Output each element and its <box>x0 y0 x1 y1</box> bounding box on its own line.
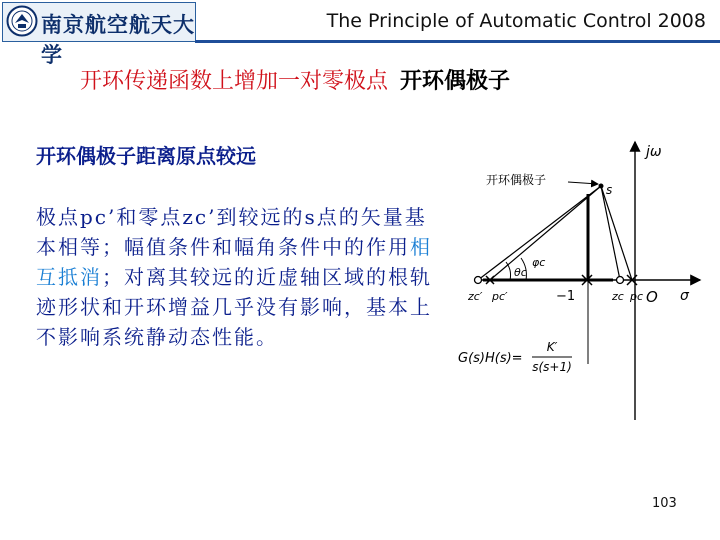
page-number: 103 <box>652 496 677 511</box>
zc-prime-label: zc′ <box>468 290 483 303</box>
s-label: s <box>606 183 613 197</box>
theta-label: θc <box>514 266 527 279</box>
header-bar <box>0 0 720 67</box>
s-point <box>599 184 604 189</box>
dipole-arrow <box>568 182 598 184</box>
transfer-function-numerator: K′ <box>546 340 558 354</box>
transfer-function-lhs: G(s)H(s)= <box>458 351 523 366</box>
course-title: The Principle of Automatic Control 2008 <box>326 10 706 32</box>
slide-title-black: 开环偶极子 <box>400 69 511 94</box>
root-locus-figure <box>448 134 708 430</box>
logo-text: 南京航空航天大学 <box>41 12 195 67</box>
body-text-end: ；对离其较远的近虚轴区域的根轨迹形状和开环增益几乎没有影响，基本上不影响系统静动态性能。 <box>36 265 432 349</box>
zc-label: zc <box>612 290 624 303</box>
vector-zc <box>601 186 620 280</box>
slide-title <box>80 64 510 95</box>
dipole-label: 开环偶极子 <box>486 173 547 187</box>
header-divider <box>195 40 720 43</box>
jw-label: jω <box>646 144 662 160</box>
vector-pc-prime <box>490 186 601 280</box>
university-logo <box>2 2 196 67</box>
subheading: 开环偶极子距离原点较远 <box>36 144 256 168</box>
university-seal-icon <box>6 5 38 37</box>
phi-label: φc <box>532 256 546 269</box>
zc-prime-zero <box>475 277 482 284</box>
sigma-label: σ <box>680 288 689 304</box>
body-text-start: 极点pc’和零点zc’到较远的s点的矢量基本相等；幅值条件和幅角条件中的作用 <box>36 205 427 259</box>
body-text-highlight: 相互抵消 <box>36 235 432 289</box>
origin-label: O <box>646 288 658 306</box>
slide-title-red: 开环传递函数上增加一对零极点 <box>80 69 389 94</box>
minus-one-label: −1 <box>556 289 576 304</box>
body-paragraph <box>36 202 436 352</box>
theta-arc <box>506 262 511 280</box>
pc-label: pc <box>630 290 644 303</box>
vector-pc <box>601 186 632 280</box>
pc-prime-label: pc′ <box>492 290 508 303</box>
zc-zero <box>617 277 624 284</box>
transfer-function-denominator: s(s+1) <box>532 360 572 374</box>
